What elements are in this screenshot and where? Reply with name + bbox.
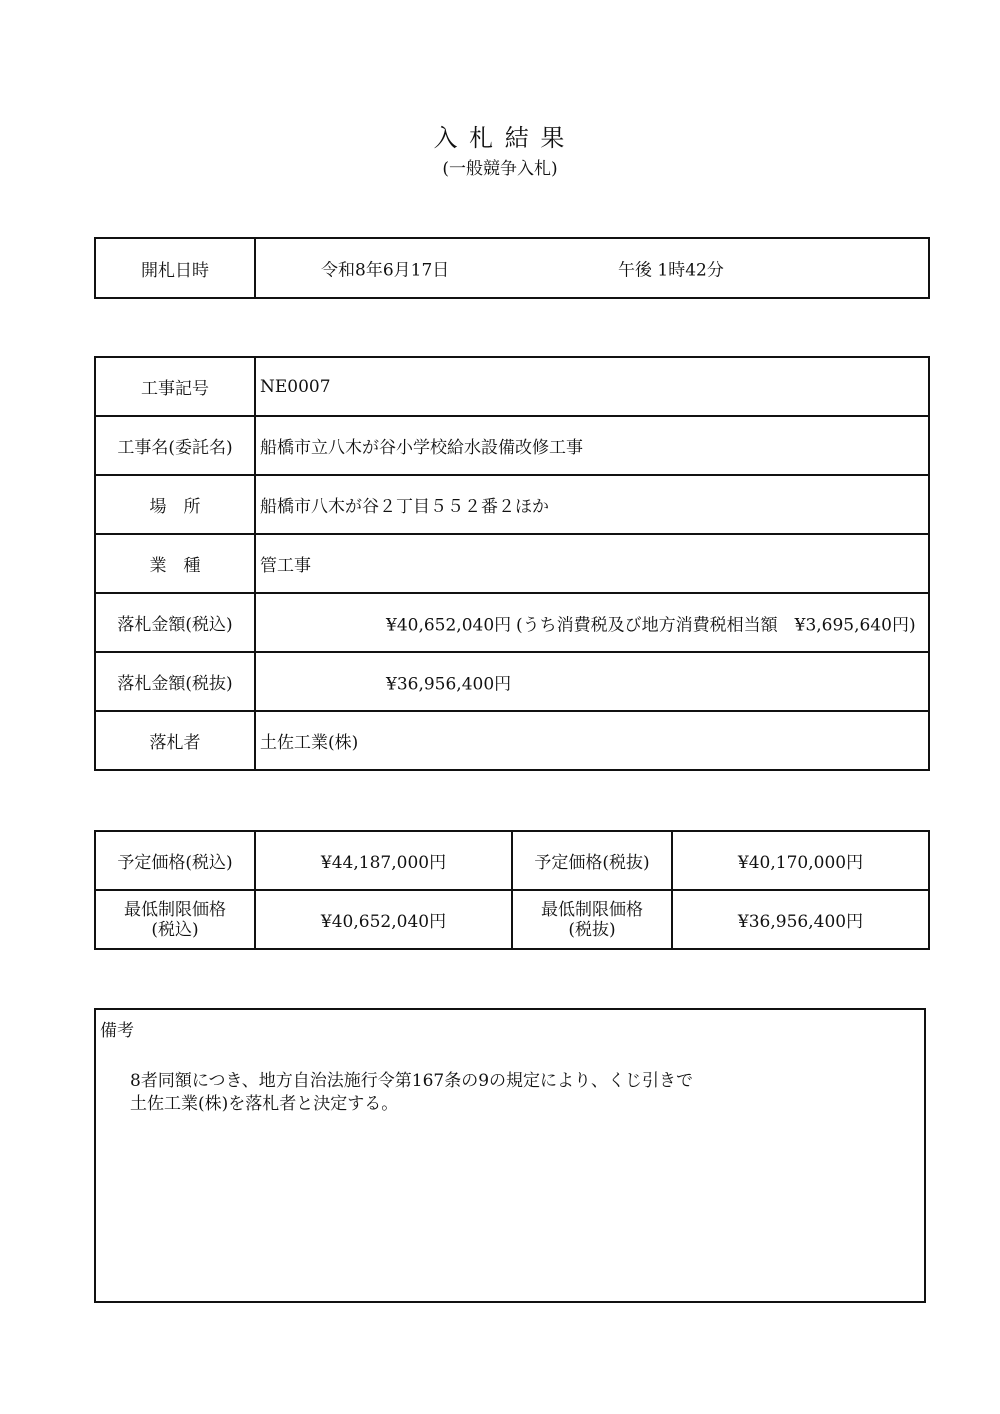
row-label-industry: 業 種 (95, 534, 255, 593)
remarks-label: 備考 (100, 1021, 134, 1041)
row-value-location: 船橋市八木が谷２丁目５５２番２ほか (255, 475, 929, 534)
table-row (95, 416, 929, 475)
min-incl-label (95, 890, 255, 949)
table-row (95, 831, 929, 890)
row-label-award-excl: 落札金額(税抜) (95, 652, 255, 711)
opening-time: 午後 1時42分 (618, 260, 724, 281)
details-table (94, 356, 930, 771)
table-row (95, 475, 929, 534)
row-value-work-name: 船橋市立八木が谷小学校給水設備改修工事 (255, 416, 929, 475)
planned-incl-value: ¥44,187,000円 (255, 831, 512, 890)
row-label-award-incl: 落札金額(税込) (95, 593, 255, 652)
page-title: 入 札 結 果 (433, 124, 567, 152)
table-row (95, 357, 929, 416)
table-row (95, 890, 929, 949)
row-value-award-incl (255, 593, 929, 652)
opening-date: 令和8年6月17日 (321, 260, 450, 281)
planned-excl-value: ¥40,170,000円 (672, 831, 929, 890)
row-value-code: NE0007 (255, 357, 929, 416)
opening-datetime (255, 238, 929, 298)
row-label-code: 工事記号 (95, 357, 255, 416)
planned-incl-label: 予定価格(税込) (95, 831, 255, 890)
remarks-line2: 土佐工業(株)を落札者と決定する。 (130, 1094, 399, 1114)
row-value-winner: 土佐工業(株) (255, 711, 929, 770)
min-incl-value: ¥40,652,040円 (255, 890, 512, 949)
row-value-industry: 管工事 (255, 534, 929, 593)
table-row (95, 652, 929, 711)
min-excl-label-line2: (税抜) (568, 919, 616, 940)
row-value-award-excl (255, 652, 929, 711)
row-label-work-name: 工事名(委託名) (95, 416, 255, 475)
award-excl-amount: ¥36,956,400円 (386, 674, 512, 694)
opening-label: 開札日時 (95, 238, 255, 298)
prices-table (94, 830, 930, 950)
table-row (95, 711, 929, 770)
min-excl-label-line1: 最低制限価格 (541, 899, 643, 920)
award-incl-amount: ¥40,652,040円 (386, 615, 512, 635)
opening-table (94, 237, 930, 299)
award-incl-tax-note: (うち消費税及び地方消費税相当額 ¥3,695,640円) (516, 615, 916, 635)
min-excl-label (512, 890, 672, 949)
remarks-line1: 8者同額につき、地方自治法施行令第167条の9の規定により、くじ引きで (130, 1071, 694, 1091)
min-excl-value: ¥36,956,400円 (672, 890, 929, 949)
table-row (95, 534, 929, 593)
table-row (95, 593, 929, 652)
remarks-text (130, 1070, 693, 1116)
row-label-winner: 落札者 (95, 711, 255, 770)
min-incl-label-line2: (税込) (151, 919, 199, 940)
row-label-location: 場 所 (95, 475, 255, 534)
page-subtitle: (一般競争入札) (442, 159, 558, 179)
planned-excl-label: 予定価格(税抜) (512, 831, 672, 890)
remarks-box (94, 1008, 926, 1303)
min-incl-label-line1: 最低制限価格 (124, 899, 226, 920)
